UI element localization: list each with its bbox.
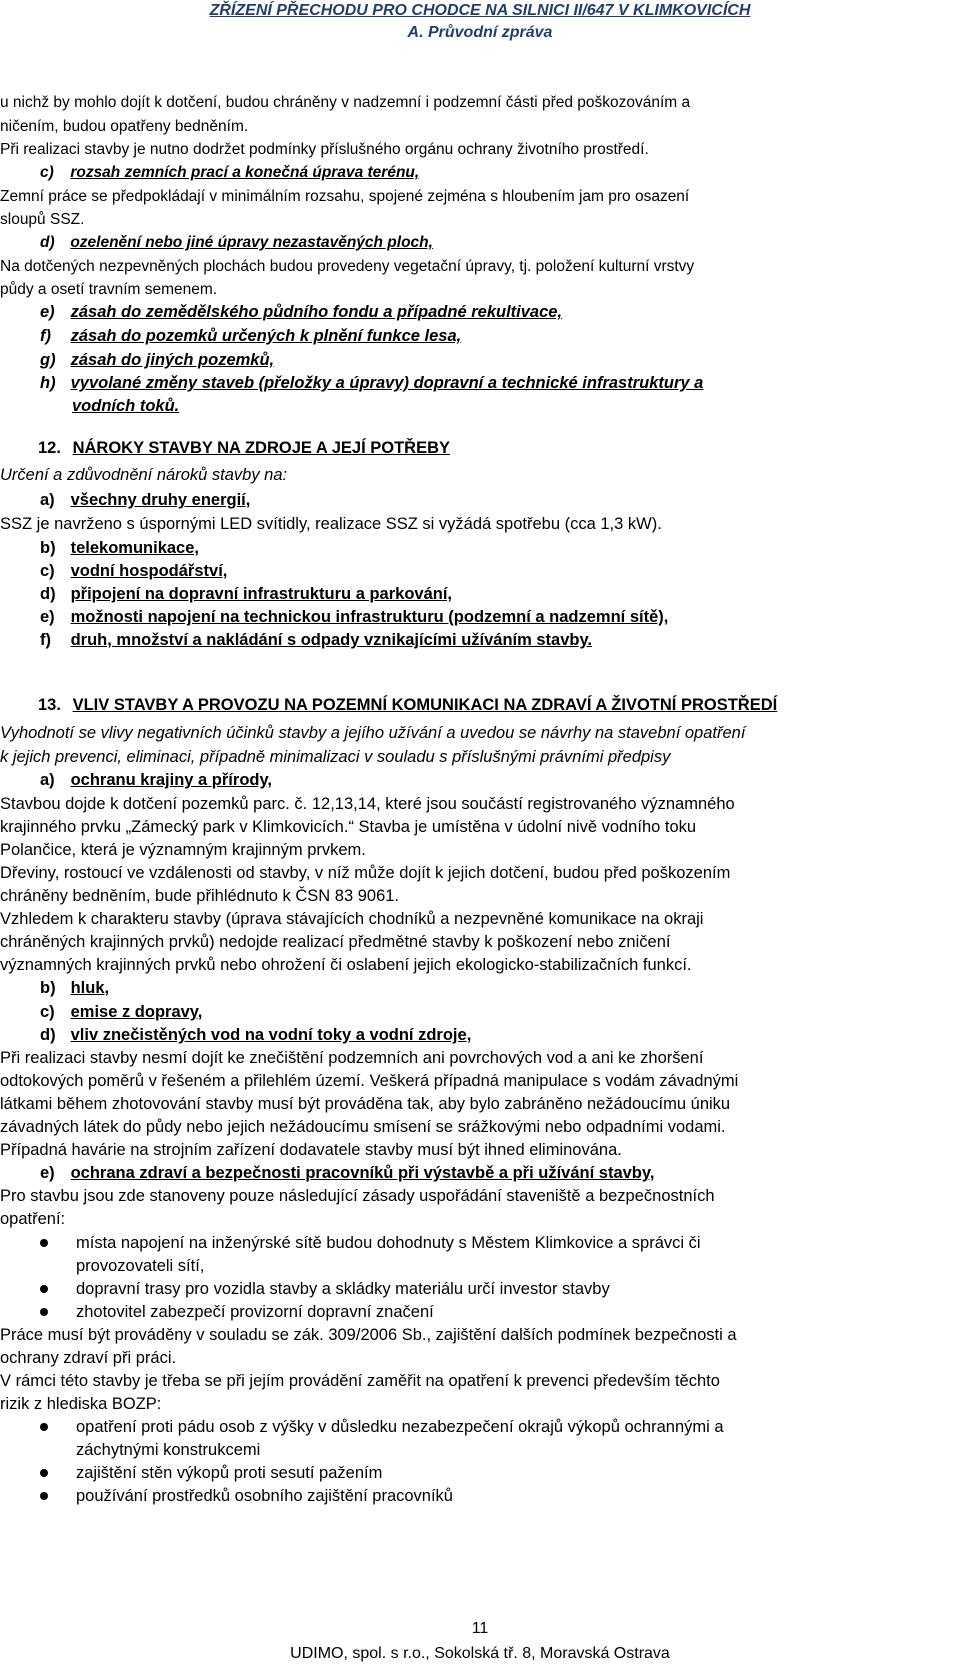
- section-title: NÁROKY STAVBY NA ZDROJE A JEJÍ POTŘEBY: [72, 439, 451, 457]
- item-marker: a): [40, 771, 55, 789]
- page-number: 11: [471, 1620, 489, 1637]
- subsection-e: [40, 609, 668, 626]
- bullet-text: opatření proti pádu osob z výšky v důsledku nezabezpečení okrajů výkopů ochrannými a: [76, 1418, 724, 1436]
- text-line: k jejich prevenci, eliminaci, případně minimalizaci v souladu s příslušnými právními předpisy: [0, 748, 671, 766]
- bullet-item: [40, 1281, 610, 1298]
- item-marker: c): [40, 1003, 55, 1021]
- bullet-item: [40, 1488, 453, 1505]
- bullet-item: [40, 1235, 701, 1252]
- subsection-title: emise z dopravy,: [70, 1003, 203, 1021]
- bullet-icon: [40, 1285, 48, 1293]
- subsection-b: [40, 540, 199, 557]
- text-line: rizik z hlediska BOZP:: [0, 1395, 162, 1413]
- text-line: ničením, budou opatřeny bedněním.: [0, 118, 249, 135]
- subsection-title: druh, množství a nakládání s odpady vznikajícími užíváním stavby.: [70, 631, 593, 649]
- footer-company: UDIMO, spol. s r.o., Sokolská tř. 8, Moravská Ostrava: [290, 1645, 670, 1662]
- text-line: sloupů SSZ.: [0, 211, 85, 228]
- subsection-title: hluk,: [70, 979, 110, 997]
- bullet-text: zajištění stěn výkopů proti sesutí pažením: [76, 1464, 383, 1482]
- item-marker: h): [40, 374, 56, 392]
- subsection-title: vliv znečistěných vod na vodní toky a vodní zdroje,: [70, 1026, 472, 1044]
- section-number: 13.: [38, 696, 61, 714]
- item-marker: e): [40, 608, 55, 626]
- subsection-title: vyvolané změny staveb (přeložky a úpravy) dopravní a technické infrastruktury a: [70, 374, 704, 392]
- section-title: VLIV STAVBY A PROVOZU NA POZEMNÍ KOMUNIKACI NA ZDRAVÍ A ŽIVOTNÍ PROSTŘEDÍ: [72, 696, 778, 714]
- subsection-g: [40, 352, 274, 369]
- subsection-b: [40, 980, 109, 997]
- subsection-a: [40, 492, 250, 509]
- subsection-c: [40, 165, 419, 181]
- subsection-d: [40, 586, 452, 603]
- item-marker: b): [40, 539, 56, 557]
- bullet-icon: [40, 1469, 48, 1477]
- item-marker: a): [40, 491, 55, 509]
- text-line: Práce musí být prováděny v souladu se zák. 309/2006 Sb., zajištění dalších podmínek bezpečnosti a: [0, 1326, 737, 1344]
- text-line: Stavbou dojde k dotčení pozemků parc. č. 12,13,14, které jsou součástí registrovaného významného: [0, 795, 735, 813]
- bullet-text: zhotovitel zabezpečí provizorní dopravní značení: [76, 1303, 434, 1321]
- bullet-text: místa napojení na inženýrské sítě budou dohodnuty s Městem Klimkovice a správci či: [76, 1234, 701, 1252]
- text-line: chráněny bedněním, bude přihlédnuto k ČSN 83 9061.: [0, 887, 400, 905]
- subsection-title: ochrana zdraví a bezpečnosti pracovníků při výstavbě a při užívání stavby,: [70, 1164, 655, 1182]
- item-marker: e): [40, 1164, 55, 1182]
- text-line: ochrany zdraví při práci.: [0, 1349, 177, 1367]
- text-line: Vzhledem k charakteru stavby (úprava stávajících chodníků a nezpevněné komunikace na okraji: [0, 910, 704, 928]
- item-marker: f): [40, 327, 51, 345]
- item-marker: g): [40, 351, 56, 369]
- text-line: Případná havárie na strojním zařízení dodavatele stavby musí být ihned eliminována.: [0, 1141, 622, 1159]
- text-line: významných krajinných prvků nebo ohrožení či oslabení jejich ekologicko-stabilizačních funkcí.: [0, 956, 692, 974]
- item-marker: f): [40, 631, 51, 649]
- text-line: Pro stavbu jsou zde stanoveny pouze následující zásady uspořádání staveniště a bezpečnostních: [0, 1187, 715, 1205]
- section-heading-12: [38, 440, 450, 457]
- bullet-text: dopravní trasy pro vozidla stavby a skládky materiálu určí investor stavby: [76, 1280, 610, 1298]
- subsection-title: připojení na dopravní infrastrukturu a parkování,: [70, 585, 452, 603]
- subsection-c: [40, 563, 227, 580]
- subsection-title: všechny druhy energií,: [70, 491, 251, 509]
- subsection-a: [40, 772, 272, 789]
- bullet-icon: [40, 1492, 48, 1500]
- header-title: ZŘÍZENÍ PŘECHODU PRO CHODCE NA SILNICI II/647 V KLIMKOVICÍCH: [209, 2, 751, 19]
- subsection-title: možnosti napojení na technickou infrastrukturu (podzemní a nadzemní sítě),: [70, 608, 669, 626]
- text-line: Vyhodnotí se vlivy negativních účinků stavby a jejího užívání a uvedou se návrhy na stavební opatření: [0, 724, 746, 742]
- bullet-icon: [40, 1239, 48, 1247]
- bullet-icon: [40, 1308, 48, 1316]
- subsection-title: ozelenění nebo jiné úpravy nezastavěných ploch,: [70, 234, 433, 251]
- item-marker: d): [40, 585, 56, 603]
- subsection-title: vodních toků.: [72, 397, 180, 415]
- text-line: Na dotčených nezpevněných plochách budou provedeny vegetační úpravy, tj. položení kulturní vrstvy: [0, 258, 695, 275]
- subsection-f: [40, 632, 592, 649]
- section-heading-13: [38, 697, 777, 714]
- text-line: půdy a osetí travním semenem.: [0, 281, 218, 298]
- item-marker: d): [40, 1026, 56, 1044]
- subsection-f: [40, 328, 461, 345]
- item-marker: d): [40, 234, 55, 251]
- subsection-title: vodní hospodářství,: [70, 562, 228, 580]
- bullet-item: [40, 1419, 724, 1436]
- subsection-h: [40, 375, 703, 392]
- text-line: látkami během zhotovování stavby musí být prováděna tak, aby bylo zabráněno nežádoucímu úniku: [0, 1095, 731, 1113]
- bullet-text: používání prostředků osobního zajištění pracovníků: [76, 1487, 453, 1505]
- subsection-title: rozsah zemních prací a konečná úprava terénu,: [70, 164, 420, 181]
- text-line: V rámci této stavby je třeba se při jejím provádění zaměřit na opatření k prevenci především těchto: [0, 1372, 720, 1390]
- text-line: Polančice, která je významným krajinným prvkem.: [0, 841, 366, 859]
- text-line: Určení a zdůvodnění nároků stavby na:: [0, 466, 288, 484]
- section-number: 12.: [38, 439, 61, 457]
- text-line: provozovateli sítí,: [76, 1257, 205, 1275]
- text-line: Při realizaci stavby nesmí dojít ke znečištění podzemních ani povrchových vod a ani ke zhoršení: [0, 1049, 704, 1067]
- subsection-title: zásah do jiných pozemků,: [70, 351, 275, 369]
- text-line: závadných látek do půdy nebo jejich nežádoucímu smísení se srážkovými nebo odpadními vodami.: [0, 1118, 726, 1136]
- bullet-icon: [40, 1423, 48, 1431]
- text-line: chráněných krajinných prvků) nedojde realizací předmětné stavby k poškození nebo zničení: [0, 933, 671, 951]
- subsection-title: zásah do zemědělského půdního fondu a případné rekultivace,: [70, 303, 563, 321]
- text-line: u nichž by mohlo dojít k dotčení, budou chráněny v nadzemní i podzemní části před poškozováním a: [0, 94, 691, 111]
- text-line: opatření:: [0, 1210, 66, 1228]
- text-line: krajinného prvku „Zámecký park v Klimkovicích.“ Stavba je umístěna v údolní nivě vodního toku: [0, 818, 697, 836]
- text-line: Zemní práce se předpokládají v minimálním rozsahu, spojené zejména s hloubením jam pro osazení: [0, 188, 690, 205]
- item-marker: e): [40, 303, 55, 321]
- subsection-e: [40, 304, 562, 321]
- text-line: SSZ je navrženo s úspornými LED svítidly, realizace SSZ si vyžádá spotřebu (cca 1,3 kW).: [0, 515, 662, 533]
- subsection-title: zásah do pozemků určených k plnění funkce lesa,: [70, 327, 462, 345]
- subsection-d: [40, 1027, 471, 1044]
- subsection-e: [40, 1165, 654, 1182]
- subsection-c: [40, 1004, 202, 1021]
- subsection-title: telekomunikace,: [70, 539, 199, 557]
- text-line: Dřeviny, rostoucí ve vzdálenosti od stavby, v níž může dojít k jejich dotčení, budou před poškozením: [0, 864, 731, 882]
- text-line: odtokových poměrů v řešeném a přilehlém území. Veškerá případná manipulace s vodám závadnými: [0, 1072, 739, 1090]
- item-marker: b): [40, 979, 56, 997]
- subsection-d: [40, 235, 433, 251]
- header-subtitle: A. Průvodní zpráva: [407, 24, 553, 41]
- item-marker: c): [40, 562, 55, 580]
- item-marker: c): [40, 164, 54, 181]
- text-line: záchytnými konstrukcemi: [76, 1441, 261, 1459]
- subsection-title: ochranu krajiny a přírody,: [70, 771, 273, 789]
- bullet-item: [40, 1465, 382, 1482]
- text-line: Při realizaci stavby je nutno dodržet podmínky příslušného orgánu ochrany životního prostředí.: [0, 141, 649, 158]
- bullet-item: [40, 1304, 434, 1321]
